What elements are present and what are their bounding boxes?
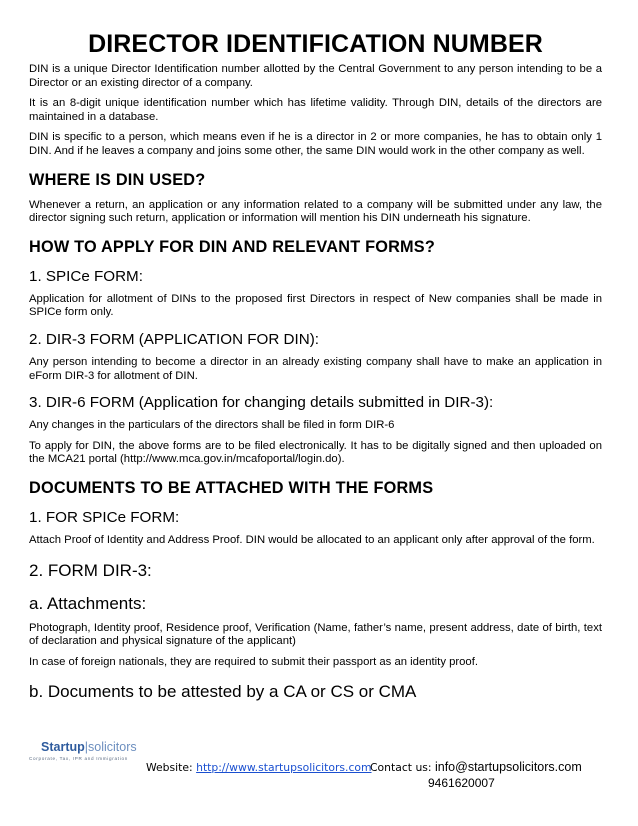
attested-documents-heading: b. Documents to be attested by a CA or CS or CMA bbox=[29, 682, 417, 702]
logo-tagline: Corporate, Tax, IPR and Immigration bbox=[29, 756, 128, 761]
where-used-heading: WHERE IS DIN USED? bbox=[29, 170, 206, 189]
contact-email[interactable]: info@startupsolicitors.com bbox=[434, 760, 582, 774]
contact-line bbox=[370, 760, 582, 774]
foreign-nationals-text: In case of foreign nationals, they are required to submit their passport as an identity proof. bbox=[29, 655, 478, 668]
dir3-form-text: Any person intending to become a director in an already existing company shall have to make an application in eForm DIR-3 for allotment of DIN. bbox=[29, 355, 602, 382]
how-to-apply-heading: HOW TO APPLY FOR DIN AND RELEVANT FORMS? bbox=[29, 237, 435, 256]
logo-wordmark: Startup|solicitors bbox=[41, 740, 137, 754]
where-used-text: Whenever a return, an application or any information related to a company will be submitted under any law, the director signing such return, application or information will mention his DIN underneath his signature. bbox=[29, 198, 602, 225]
contact-label: Contact us: bbox=[370, 761, 435, 774]
intro-paragraph-2: It is an 8-digit unique identification number which has lifetime validity. Through DIN, details of the directors are maintained in a database. bbox=[29, 97, 602, 123]
filing-instructions-text: To apply for DIN, the above forms are to be filed electronically. It has to be digitally signed and then uploaded on the MCA21 portal (http://www.mca.gov.in/mcafoportal/login.do). bbox=[29, 439, 602, 466]
contact-phone: 9461620007 bbox=[428, 776, 495, 790]
attachments-heading: a. Attachments: bbox=[29, 593, 147, 613]
startup-solicitors-logo bbox=[29, 740, 149, 761]
documents-spice-text: Attach Proof of Identity and Address Proof. DIN would be allocated to an applicant only after approval of the form. bbox=[29, 533, 595, 546]
dir3-form-heading: 2. DIR-3 FORM (APPLICATION FOR DIN): bbox=[29, 330, 319, 348]
documents-dir3-heading: 2. FORM DIR-3: bbox=[29, 560, 152, 580]
page-footer bbox=[29, 740, 609, 800]
intro-paragraph-3: DIN is specific to a person, which means even if he is a director in 2 or more companies, he has to obtain only 1 DIN. And if he leaves a company and joins some other, the same DIN would work in the other company as well. bbox=[29, 131, 602, 157]
dir6-form-heading: 3. DIR-6 FORM (Application for changing details submitted in DIR-3): bbox=[29, 394, 494, 412]
documents-spice-heading: 1. FOR SPICe FORM: bbox=[29, 508, 180, 526]
logo-sub-text: solicitors bbox=[88, 740, 137, 754]
logo-main-text: Startup bbox=[41, 740, 85, 754]
attachments-text: Photograph, Identity proof, Residence proof, Verification (Name, father’s name, present address, date of birth, text of declaration and physical signature of the applicant) bbox=[29, 621, 602, 648]
website-label: Website: bbox=[146, 761, 197, 774]
spice-form-heading: 1. SPICe FORM: bbox=[29, 267, 143, 285]
dir6-form-text: Any changes in the particulars of the directors shall be filed in form DIR-6 bbox=[29, 419, 395, 432]
intro-paragraph-1: DIN is a unique Director Identification number allotted by the Central Government to any person intending to be a Director or an existing director of a company. bbox=[29, 63, 602, 89]
spice-form-text: Application for allotment of DINs to the proposed first Directors in respect of New companies shall be made in SPICe form only. bbox=[29, 292, 602, 319]
website-link[interactable]: http://www.startupsolicitors.com bbox=[196, 761, 372, 774]
document-body bbox=[29, 30, 602, 710]
page-title: DIRECTOR IDENTIFICATION NUMBER bbox=[88, 30, 543, 58]
website-line bbox=[146, 761, 372, 774]
documents-heading: DOCUMENTS TO BE ATTACHED WITH THE FORMS bbox=[29, 478, 434, 497]
